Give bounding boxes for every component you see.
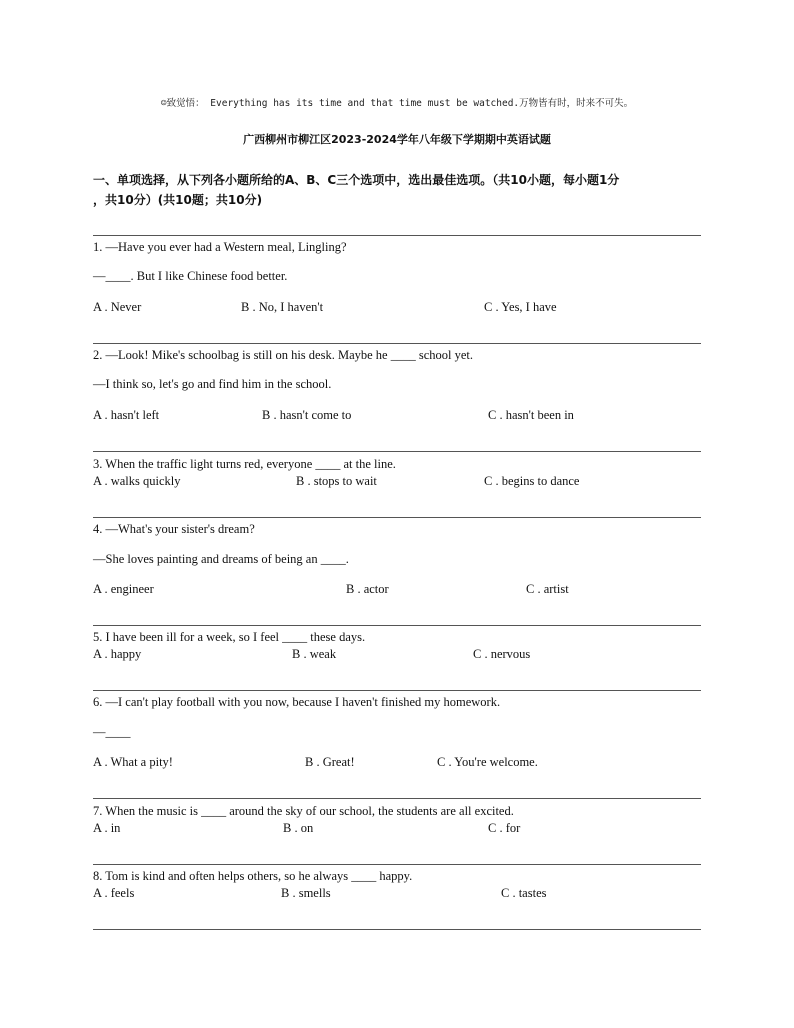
question-7-stem: 7. When the music is ____ around the sky of our school, the students are all excited. [93,804,514,818]
divider [93,929,701,930]
question-5-option-a[interactable]: A . happy [93,647,142,661]
question-6-stem: 6. —I can't play football with you now, because I haven't finished my homework. [93,695,501,709]
question-3-option-b[interactable]: B . stops to wait [296,474,377,488]
section-heading [93,170,703,210]
question-7-option-a[interactable]: A . in [93,821,121,835]
question-4-stem: 4. —What's your sister's dream? [93,522,255,536]
question-1-option-a[interactable]: A . Never [93,300,142,314]
question-2-stem-2: —I think so, let's go and find him in the school. [93,377,332,391]
question-2-option-a[interactable]: A . hasn't left [93,408,160,422]
question-5-option-c[interactable]: C . nervous [473,647,531,661]
divider [93,343,701,344]
question-3-stem: 3. When the traffic light turns red, everyone ____ at the line. [93,457,396,471]
question-1-option-c[interactable]: C . Yes, I have [484,300,557,314]
question-5-stem: 5. I have been ill for a week, so I feel ____ these days. [93,630,366,644]
question-6-option-c[interactable]: C . You're welcome. [437,755,538,769]
question-4-option-a[interactable]: A . engineer [93,582,154,596]
question-7-option-c[interactable]: C . for [488,821,521,835]
question-6-option-a[interactable]: A . What a pity! [93,755,173,769]
question-8-option-c[interactable]: C . tastes [501,886,547,900]
question-1-stem: 1. —Have you ever had a Western meal, Lingling? [93,240,347,254]
question-4-option-c[interactable]: C . artist [526,582,569,596]
motto-header: ☺致觉悟： Everything has its time and that time must be watched.万物皆有时，时来不可失。 [160,98,634,109]
divider [93,798,701,799]
question-1-stem-2: —____. But I like Chinese food better. [93,269,288,283]
question-4-stem-2: —She loves painting and dreams of being an ____. [93,552,349,566]
question-3-option-a[interactable]: A . walks quickly [93,474,181,488]
question-8-stem: 8. Tom is kind and often helps others, so he always ____ happy. [93,869,413,883]
question-2-option-c[interactable]: C . hasn't been in [488,408,574,422]
question-3-option-c[interactable]: C . begins to dance [484,474,580,488]
question-6-stem-2: —____ [93,725,131,739]
page-title: 广西柳州市柳江区2023-2024学年八年级下学期期中英语试题 [243,133,551,146]
question-2-stem: 2. —Look! Mike's schoolbag is still on his desk. Maybe he ____ school yet. [93,348,473,362]
question-7-option-b[interactable]: B . on [283,821,314,835]
divider [93,625,701,626]
divider [93,235,701,236]
divider [93,517,701,518]
divider [93,864,701,865]
question-1-option-b[interactable]: B . No, I haven't [241,300,324,314]
section-heading-line-1: 一、单项选择，从下列各小题所给的A、B、C三个选项中，选出最佳选项。（共10小题，每小题1分 [93,173,620,187]
question-5-option-b[interactable]: B . weak [292,647,337,661]
divider [93,451,701,452]
question-6-option-b[interactable]: B . Great! [305,755,355,769]
question-8-option-b[interactable]: B . smells [281,886,331,900]
divider [93,690,701,691]
question-4-option-b[interactable]: B . actor [346,582,389,596]
question-2-option-b[interactable]: B . hasn't come to [262,408,352,422]
section-heading-line-2: ，共10分）(共10题；共10分) [93,193,263,207]
question-8-option-a[interactable]: A . feels [93,886,135,900]
